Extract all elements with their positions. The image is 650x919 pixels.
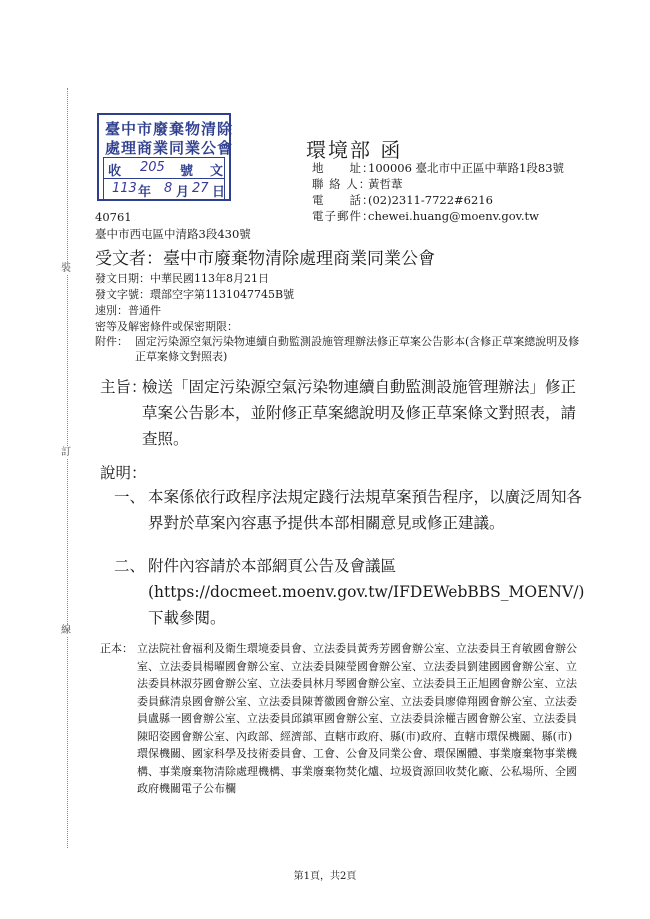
stamp-month-label: 月 — [176, 185, 190, 200]
binding-line — [67, 88, 68, 848]
subject-label: 主旨： — [100, 378, 147, 396]
subject — [100, 374, 582, 452]
attachment-text: 固定污染源空氣污染物連續自動監測設施管理辦法修正草案公告影本(含修正草案總說明及修正草案條文對照表) — [135, 335, 580, 363]
binding-mark-zhuang: 裝 — [61, 263, 71, 274]
stamp-month: 8 — [164, 181, 173, 196]
issue-date: 發文日期：中華民國113年8月21日 — [95, 272, 269, 285]
stamp-doc-label: 文 — [210, 164, 224, 179]
contact-person-label: 聯 絡 人： — [312, 177, 372, 191]
explanation-label: 說明： — [100, 464, 147, 482]
binding-mark-xian: 線 — [61, 625, 71, 636]
contact-address-value: 100006 臺北市中正區中華路1段83號 — [368, 161, 565, 175]
item-number: 二、 — [114, 557, 146, 575]
item-text: 附件內容請於本部網頁公告及會議區 (https://docmeet.moenv.gov.tw/IFDEWebBBS_MOENV/) 下載參閱。 — [148, 557, 585, 627]
secrecy-level: 密等及解密條件或保密期限： — [95, 320, 238, 333]
document-number: 發文字號：環部空字第1131047745B號 — [95, 288, 295, 301]
stamp-year-label: 年 — [138, 185, 152, 200]
contact-phone — [312, 192, 493, 208]
item-number: 一、 — [114, 488, 146, 506]
stamp-org-line1: 臺中市廢棄物清除 — [105, 120, 234, 138]
subject-text: 檢送「固定污染源空氣污染物連續自動監測設施管理辦法」修正草案公告影本，並附修正草案總說明及修正草案條文對照表，請查照。 — [142, 378, 577, 448]
attachment-label: 附件： — [95, 335, 128, 348]
stamp-org-line2: 處理商業同業公會 — [105, 139, 234, 157]
contact-address — [312, 160, 564, 176]
contact-email — [312, 208, 539, 224]
attachment — [95, 334, 585, 364]
recipient-zip: 40761 — [95, 210, 132, 224]
stamp-date-row — [103, 179, 225, 200]
contact-phone-label: 電 話： — [312, 193, 375, 207]
stamp-number-suffix: 號 — [180, 164, 194, 179]
receipt-stamp — [97, 113, 234, 201]
binding-mark-ding: 訂 — [61, 447, 71, 458]
distribution-list — [100, 640, 582, 798]
stamp-day-label: 日 — [212, 185, 226, 200]
page-number: 第1頁，共2頁 — [293, 871, 357, 882]
stamp-receive-label: 收 — [108, 164, 122, 179]
explanation-item-2 — [114, 553, 585, 631]
contact-phone-value: (02)2311-7722#6216 — [368, 193, 493, 207]
explanation-item-1 — [114, 484, 582, 536]
stamp-day: 27 — [192, 181, 209, 196]
contact-address-label: 地 址： — [312, 161, 375, 175]
delivery-speed: 速別：普通件 — [95, 304, 161, 317]
distribution-label: 正本： — [100, 642, 133, 655]
contact-person — [312, 176, 403, 192]
item-text: 本案係依行政程序法規定踐行法規草案預告程序，以廣泛周知各界對於草案內容惠予提供本部相關意見或修正建議。 — [148, 488, 583, 532]
contact-person-value: 黃哲葦 — [368, 177, 403, 191]
contact-email-value[interactable]: chewei.huang@moenv.gov.tw — [368, 209, 539, 223]
stamp-receive-number: 205 — [140, 160, 165, 175]
issuing-agency-title: 環境部 函 — [306, 138, 403, 162]
stamp-year: 113 — [112, 181, 137, 196]
recipient-address: 臺中市西屯區中清路3段430號 — [95, 227, 251, 241]
stamp-number-row — [103, 157, 225, 179]
distribution-text: 立法院社會福利及衛生環境委員會、立法委員黃秀芳國會辦公室、立法委員王育敏國會辦公室、立法委員楊曜國會辦公室、立法委員陳瑩國會辦公室、立法委員劉建國國會辦公室、立法委員林淑芬國會辦公室、立法委員林月琴國會辦公室、立法委員王正旭國會辦公室、立法委員蘇清泉國會辦公室、立法委員陳菁徽國會辦公室、立法委員廖偉翔國會辦公室、立法委員盧縣一國會辦公室、立法委員邱鎮軍國會辦公室、立法委員涂權吉國會辦公室、立法委員陳昭姿國會辦公室、內政部、經濟部、直轄市政府、縣(市)政府、直轄市環保機關、縣(市)環保機關、國家科學及技術委員會、工會、公會及同業公會、環保團體、事業廢棄物事業機構、事業廢棄物清除處理機構、事業廢棄物焚化爐、垃圾資源回收焚化廠、公私場所、全國政府機關電子公布欄 — [137, 642, 577, 795]
recipient-line: 受文者：臺中市廢棄物清除處理商業同業公會 — [95, 249, 435, 269]
contact-email-label: 電子郵件： — [312, 209, 375, 223]
